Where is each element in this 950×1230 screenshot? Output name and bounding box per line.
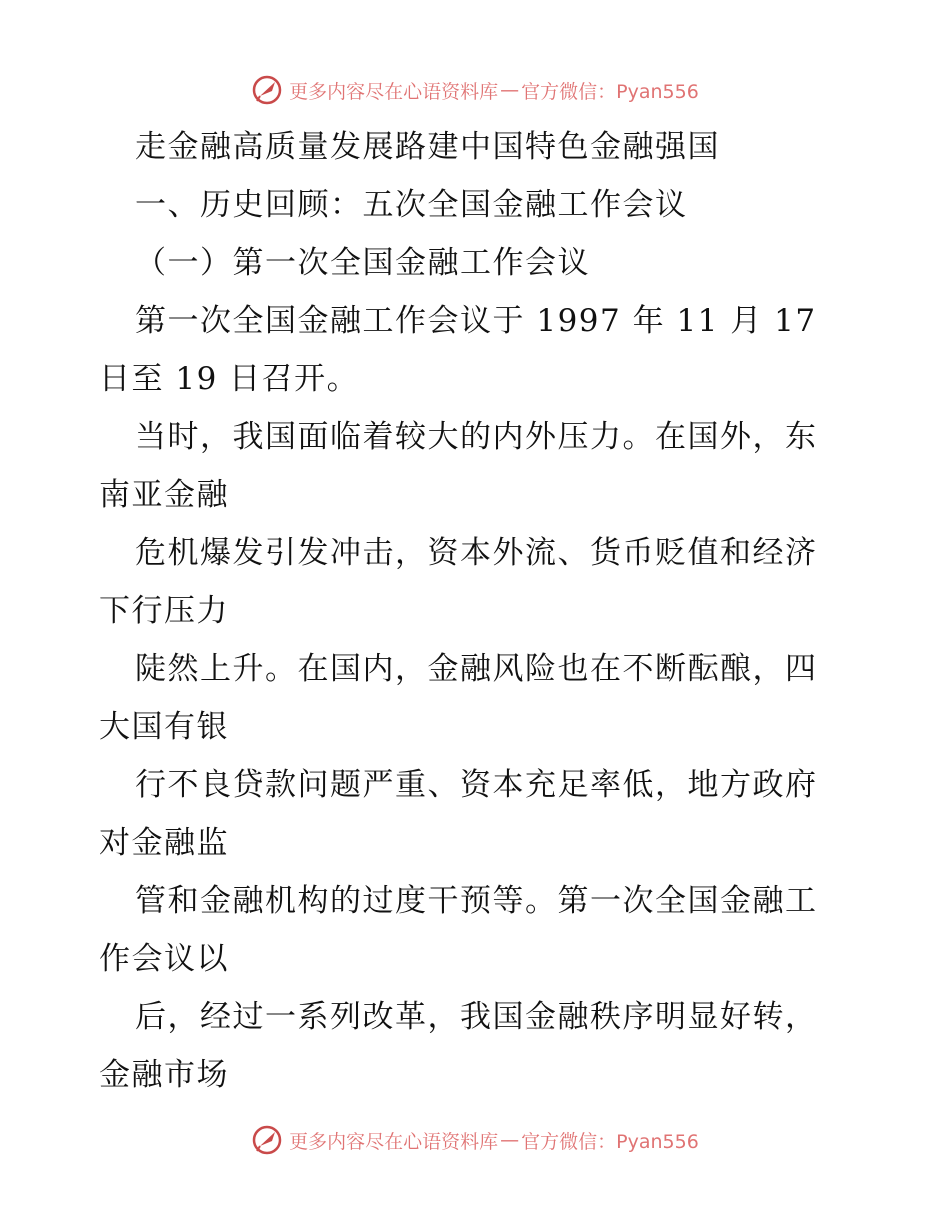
watermark-contact: 官方微信：Pyan556 — [521, 80, 699, 103]
text-line: 作会议以 — [99, 941, 229, 977]
quill-logo-icon — [251, 74, 283, 106]
text-line: 第一次全国金融工作会议于 1997 年 11 月 17 — [135, 303, 817, 339]
subsection-heading: （一）第一次全国金融工作会议 — [135, 245, 590, 281]
text-line: 日至 19 日召开。 — [99, 361, 360, 397]
watermark-dash: — — [500, 79, 520, 101]
section-heading: 一、历史回顾：五次全国金融工作会议 — [135, 187, 688, 223]
text-line: 下行压力 — [99, 593, 229, 629]
watermark-contact: 官方微信：Pyan556 — [521, 1130, 699, 1153]
text-line: 管和金融机构的过度干预等。第一次全国金融工 — [135, 883, 818, 919]
text-line: 南亚金融 — [99, 477, 229, 513]
text-line: 危机爆发引发冲击，资本外流、货币贬值和经济 — [135, 535, 818, 571]
header-watermark — [0, 70, 950, 110]
watermark-text: 更多内容尽在心语资料库 — [289, 1130, 499, 1153]
document-body — [99, 118, 859, 1104]
watermark-text: 更多内容尽在心语资料库 — [289, 80, 499, 103]
text-line: 当时，我国面临着较大的内外压力。在国外，东 — [135, 419, 818, 455]
text-line: 大国有银 — [99, 709, 229, 745]
text-line: 金融市场 — [99, 1057, 229, 1093]
watermark-dash: — — [500, 1129, 520, 1151]
document-title: 走金融高质量发展路建中国特色金融强国 — [135, 129, 720, 165]
text-line: 陡然上升。在国内，金融风险也在不断酝酿，四 — [135, 651, 818, 687]
text-line: 行不良贷款问题严重、资本充足率低，地方政府 — [135, 767, 818, 803]
quill-logo-icon — [251, 1124, 283, 1156]
text-line: 后，经过一系列改革，我国金融秩序明显好转， — [135, 999, 818, 1035]
footer-watermark — [0, 1120, 950, 1160]
text-line: 对金融监 — [99, 825, 229, 861]
